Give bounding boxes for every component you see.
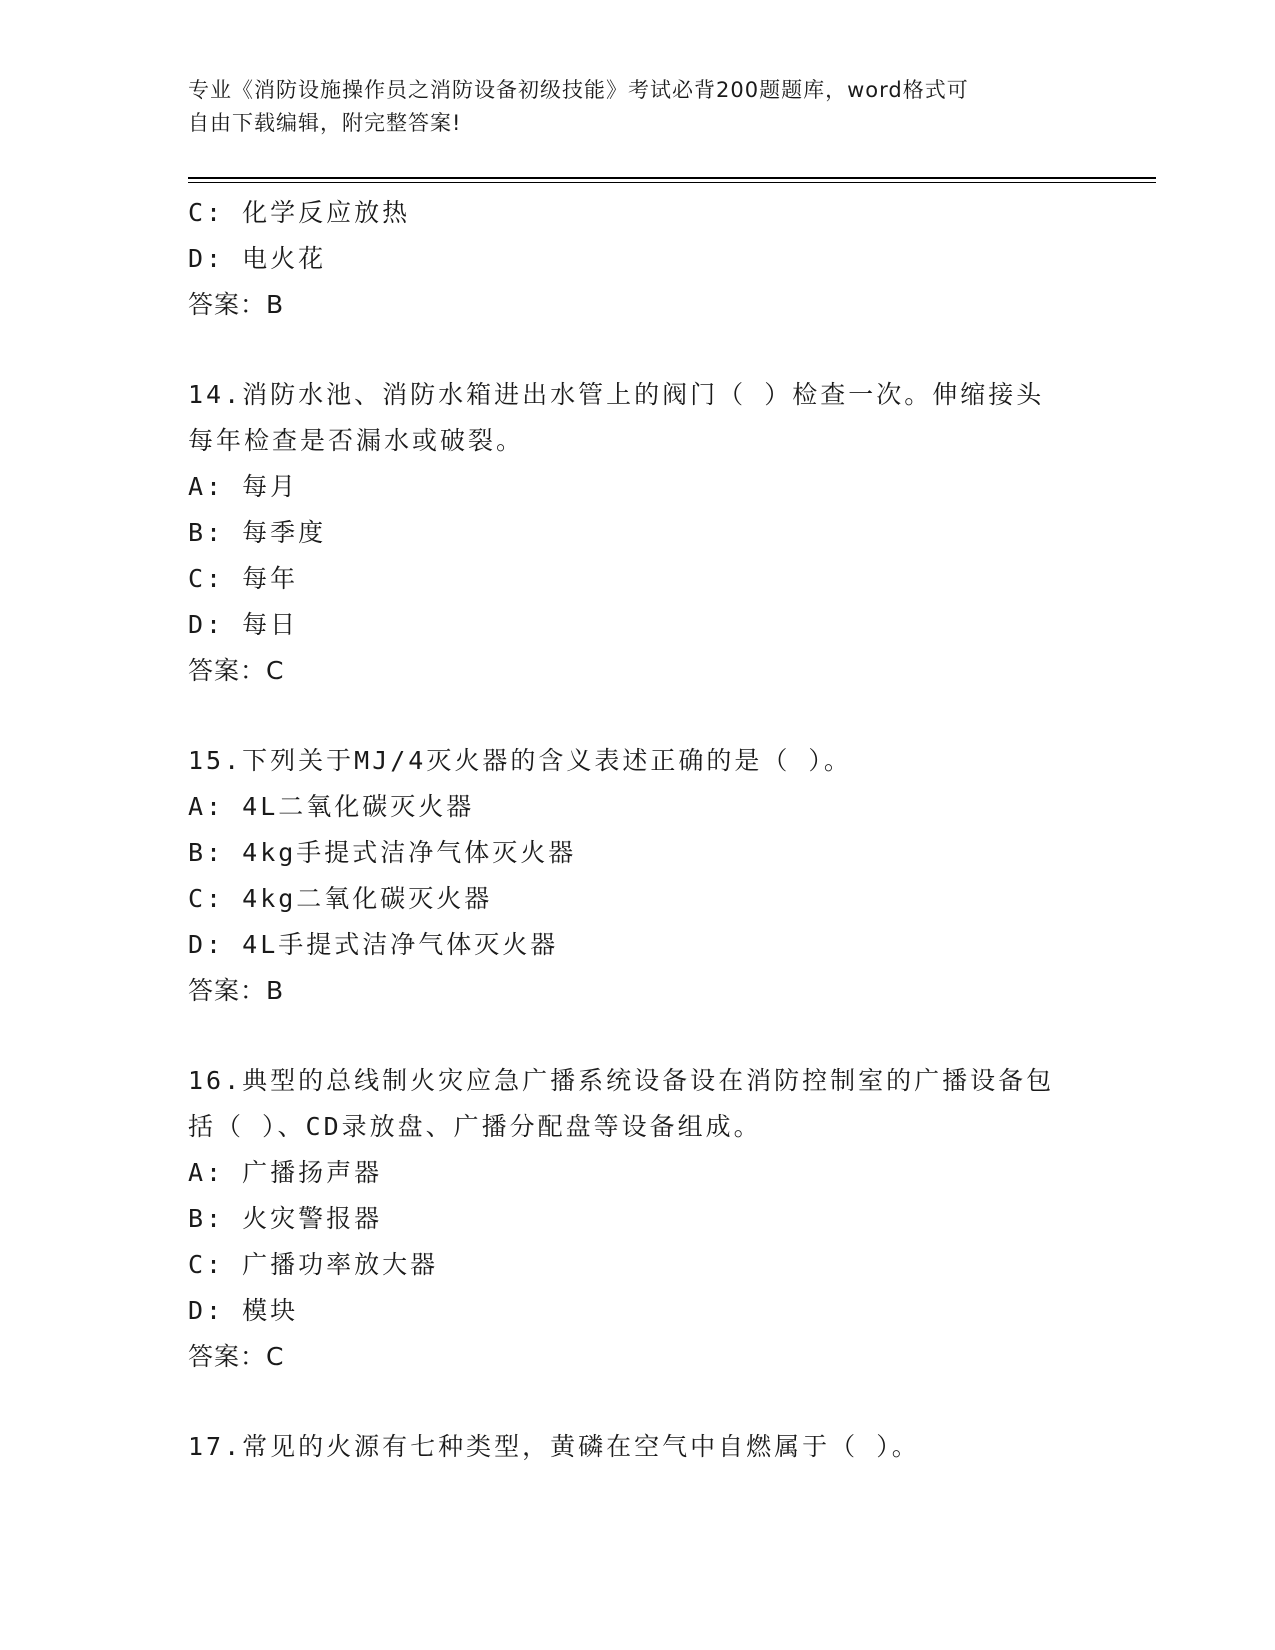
question-14 xyxy=(188,372,1088,694)
answer-line: 答案：C xyxy=(188,656,285,685)
option-a: A: 4L二氧化碳灭火器 xyxy=(188,792,475,821)
option-a: A: 广播扬声器 xyxy=(188,1158,383,1187)
answer-line: 答案：C xyxy=(188,1342,285,1371)
question-stem-line: 17.常见的火源有七种类型，黄磷在空气中自燃属于（ ）。 xyxy=(188,1432,920,1461)
header-divider-thin xyxy=(188,182,1156,183)
question-stem-line: 15.下列关于MJ/4灭火器的含义表述正确的是（ ）。 xyxy=(188,746,852,775)
question-stem-line: 每年检查是否漏水或破裂。 xyxy=(188,426,525,455)
question-15 xyxy=(188,738,1088,1014)
header-line-1: 专业《消防设施操作员之消防设备初级技能》考试必背200题题库，word格式可 xyxy=(188,78,969,102)
option-c: C: 广播功率放大器 xyxy=(188,1250,439,1279)
option-c: C: 每年 xyxy=(188,564,299,593)
document-header xyxy=(188,74,1068,140)
option-d: D: 4L手提式洁净气体灭火器 xyxy=(188,930,559,959)
question-stem-line: 14.消防水池、消防水箱进出水管上的阀门（ ）检查一次。伸缩接头 xyxy=(188,380,1045,409)
question-content xyxy=(188,190,1088,1470)
question-stem-line: 括（ ）、CD录放盘、广播分配盘等设备组成。 xyxy=(188,1112,762,1141)
option-d: D: 模块 xyxy=(188,1296,299,1325)
question-17 xyxy=(188,1424,1088,1470)
answer-line: 答案：B xyxy=(188,290,285,319)
header-divider-thick xyxy=(188,177,1156,179)
option-b: B: 火灾警报器 xyxy=(188,1204,383,1233)
question-13-tail xyxy=(188,190,1088,328)
option-b: B: 每季度 xyxy=(188,518,327,547)
option-c: C: 化学反应放热 xyxy=(188,198,411,227)
option-c: C: 4kg二氧化碳灭火器 xyxy=(188,884,493,913)
option-d: D: 电火花 xyxy=(188,244,327,273)
answer-line: 答案：B xyxy=(188,976,285,1005)
header-line-2: 自由下载编辑，附完整答案! xyxy=(188,111,462,135)
option-b: B: 4kg手提式洁净气体灭火器 xyxy=(188,838,577,867)
option-a: A: 每月 xyxy=(188,472,299,501)
question-stem-line: 16.典型的总线制火灾应急广播系统设备设在消防控制室的广播设备包 xyxy=(188,1066,1055,1095)
question-16 xyxy=(188,1058,1088,1380)
option-d: D: 每日 xyxy=(188,610,299,639)
